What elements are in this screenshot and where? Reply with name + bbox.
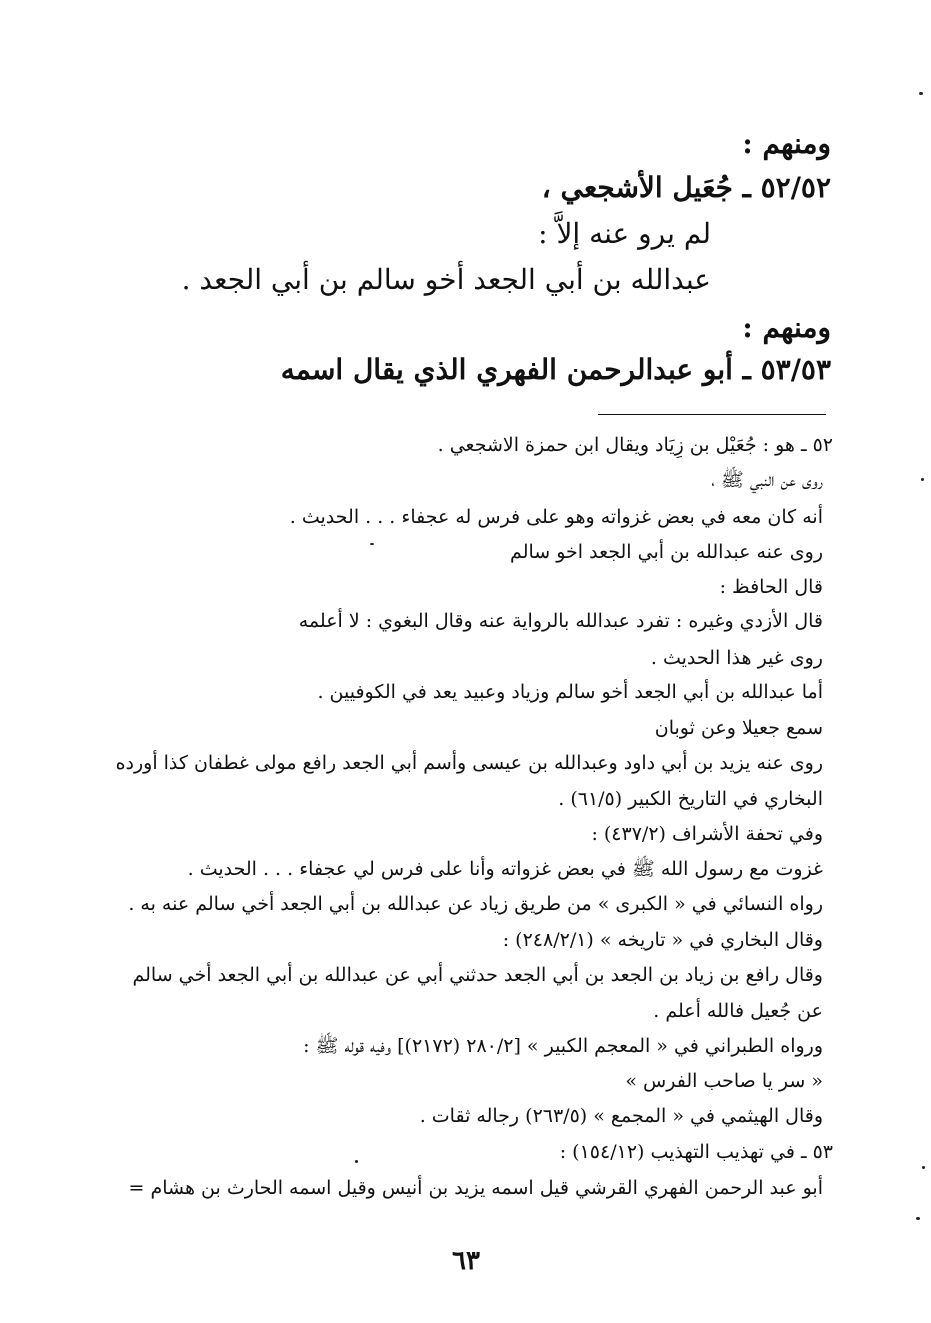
main-line-6: ٥٣/٥٣ ـ أبو عبدالرحمن الفهري الذي يقال اسمه <box>280 353 831 386</box>
footnote-line-8: أما عبدالله بن أبي الجعد أخو سالم وزياد وعبيد يعد في الكوفيين . <box>317 681 823 703</box>
scan-speck <box>921 478 924 481</box>
footnote-line-19: « سر يا صاحب الفرس » <box>625 1070 823 1092</box>
footnote-line-2: روى عن النبي ﷺ ، <box>711 469 823 491</box>
footnote-line-9: سمع جعيلا وعن ثوبان <box>654 717 823 739</box>
scan-speck <box>919 92 923 95</box>
main-line-1: ومنهم : <box>742 127 831 160</box>
footnote-line-21: ٥٣ ـ في تهذيب التهذيب (١٥٤/١٢) : <box>559 1141 833 1163</box>
footnote-separator <box>598 414 826 415</box>
footnote-line-17: عن جُعيل فالله أعلم . <box>653 1000 823 1022</box>
footnote-line-20: وقال الهيثمي في « المجمع » (٢٦٣/٥) رجاله ثقات . <box>419 1105 823 1127</box>
main-line-3: لم يرو عنه إلاَّ : <box>538 217 711 250</box>
footnote-line-5: قال الحافظ : <box>719 576 823 598</box>
main-line-5: ومنهم : <box>742 311 831 344</box>
footnote-line-6: قال الأزدي وغيره : تفرد عبدالله بالرواية عنه وقال البغوي : لا أعلمه <box>298 610 823 632</box>
footnote-line-12: وفي تحفة الأشراف (٤٣٧/٢) : <box>591 823 823 845</box>
footnote-line-22: أبو عبد الرحمن الفهري القرشي قيل اسمه يزيد بن أنيس وقيل اسمه الحارث بن هشام = <box>128 1177 823 1199</box>
footnote-line-3: أنه كان معه في بعض غزواته وهو على فرس له عجفاء . . . الحديث . <box>289 506 823 528</box>
footnote-line-16: وقال رافع بن زياد بن الجعد بن أبي الجعد حدثني أبي عن عبدالله بن أبي الجعد أخي سالم <box>132 964 823 986</box>
footnote-line-1: ٥٢ ـ هو : جُعَيْل بن زِيَاد ويقال ابن حمزة الاشجعي . <box>437 434 833 456</box>
footnote-line-4: روى عنه عبدالله بن أبي الجعد اخو سالم <box>510 541 823 563</box>
scan-speck <box>922 1166 925 1169</box>
main-line-2: ٥٢/٥٢ ـ جُعَيل الأشجعي ، <box>541 171 831 204</box>
footnote-line-13: غزوت مع رسول الله ﷺ في بعض غزواته وأنا على فرس لي عجفاء . . . الحديث . <box>187 858 823 880</box>
page-number: ٦٣ <box>452 1246 480 1276</box>
footnote-line-18: ورواه الطبراني في « المعجم الكبير » [٢٨٠/٢ (٢١٧٢)] وفيه قوله ﷺ : <box>303 1035 823 1057</box>
scan-speck <box>355 1160 358 1163</box>
main-line-4: عبدالله بن أبي الجعد أخو سالم بن أبي الجعد . <box>181 263 711 296</box>
footnote-line-14: رواه النسائي في « الكبرى » من طريق زياد عن عبدالله بن أبي الجعد أخي سالم عنه به . <box>128 893 823 915</box>
footnote-line-7: روى غير هذا الحديث . <box>650 647 823 669</box>
footnote-line-11: البخاري في التاريخ الكبير (٦١/٥) . <box>558 788 823 810</box>
footnote-line-15: وقال البخاري في « تاريخه » (٢٤٨/٢/١) : <box>502 929 823 951</box>
footnote-line-10: روى عنه يزيد بن أبي داود وعبدالله بن عيسى وأسم أبي الجعد رافع مولى غطفان كذا أورده <box>115 752 823 774</box>
scan-speck <box>916 1217 920 1220</box>
scan-speck <box>370 543 374 545</box>
